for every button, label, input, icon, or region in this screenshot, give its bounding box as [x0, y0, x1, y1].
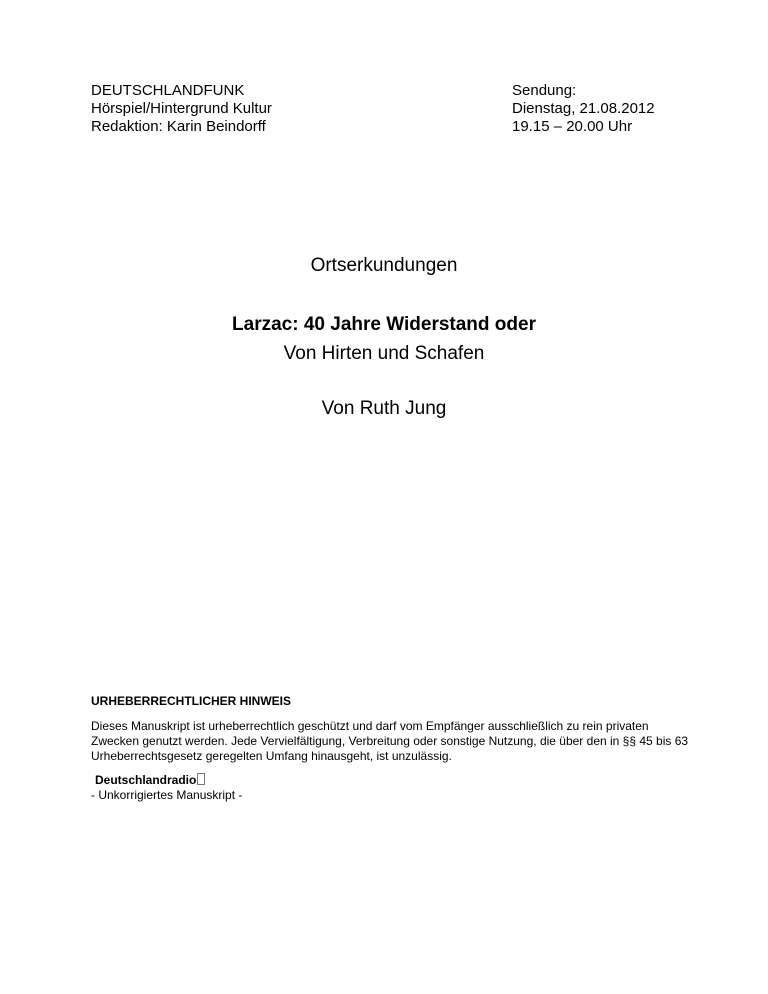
missing-glyph-icon — [197, 773, 205, 785]
broadcast-label: Sendung: — [512, 82, 577, 99]
sub-title: Von Hirten und Schafen — [283, 343, 485, 364]
series-title: Ortserkundungen — [310, 255, 458, 276]
copyright-notice — [91, 694, 691, 764]
footer-organization-text: Deutschlandradio — [95, 773, 197, 787]
broadcast-date: Dienstag, 21.08.2012 — [512, 100, 655, 117]
copyright-notice-body: Dieses Manuskript ist urheberrechtlich geschützt und darf vom Empfänger ausschließlich zu rein privaten Zwecken genutzt werden. Jede Vervielfältigung, Verbreitung oder sonstige Nutzung, die über den in §§ 45 bis 63 Urheberrechtsgesetz geregelten Umfang hinausgeht, ist unzulässig. — [91, 719, 689, 763]
department-name: Hörspiel/Hintergrund Kultur — [91, 100, 272, 117]
editor-name: Redaktion: Karin Beindorff — [91, 118, 266, 135]
broadcast-time: 19.15 – 20.00 Uhr — [512, 118, 633, 135]
footer-status: - Unkorrigiertes Manuskript - — [91, 788, 243, 802]
footer-block — [91, 773, 242, 803]
header-broadcast-block — [512, 82, 655, 136]
header-broadcaster-block — [91, 82, 272, 136]
footer-organization — [91, 773, 242, 788]
broadcaster-name: DEUTSCHLANDFUNK — [91, 82, 245, 99]
author-line: Von Ruth Jung — [321, 398, 447, 419]
copyright-notice-heading: URHEBERRECHTLICHER HINWEIS — [91, 694, 292, 708]
main-title: Larzac: 40 Jahre Widerstand oder — [232, 314, 536, 335]
